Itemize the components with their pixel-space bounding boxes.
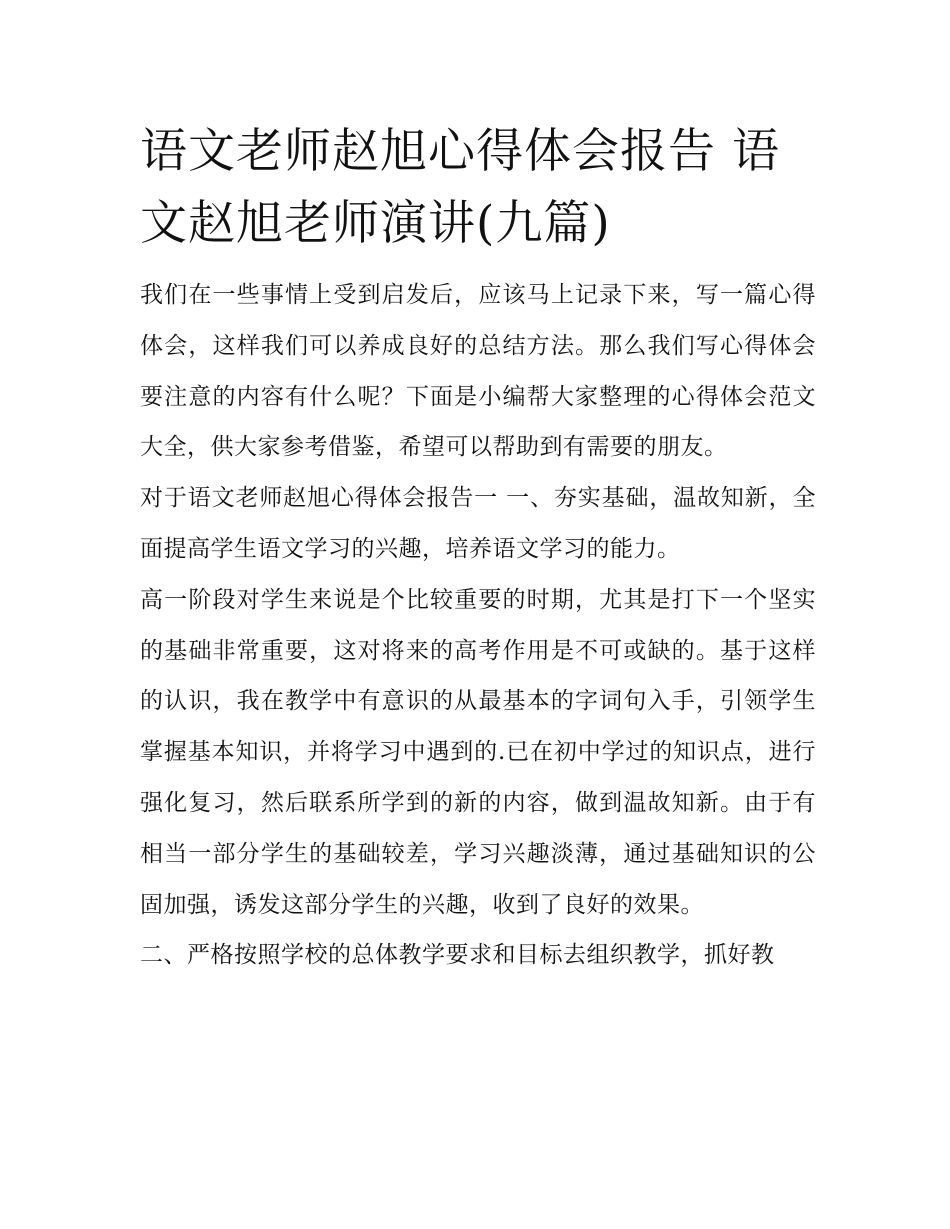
intro-paragraph: 我们在一些事情上受到启发后，应该马上记录下来，写一篇心得体会，这样我们可以养成良好的总结方法。那么我们写心得体会要注意的内容有什么呢？下面是小编帮大家整理的心得体会范文大全，供大家参考借鉴，希望可以帮助到有需要的朋友。 [140, 282, 816, 461]
document-body [140, 116, 816, 981]
document-title: 语文老师赵旭心得体会报告 语文赵旭老师演讲(九篇) [140, 124, 780, 251]
section-one-heading-paragraph: 对于语文老师赵旭心得体会报告一 一、夯实基础，温故知新，全面提高学生语文学习的兴趣，培养语文学习的能力。 [140, 485, 816, 562]
section-one-body-paragraph: 高一阶段对学生来说是个比较重要的时期，尤其是打下一个坚实的基础非常重要，这对将来的高考作用是不可或缺的。基于这样的认识，我在教学中有意识的从最基本的字词句入手，引领学生掌握基本知识，并将学习中遇到的.已在初中学过的知识点，进行强化复习，然后联系所学到的新的内容，做到温故知新。由于有相当一部分学生的基础较差，学习兴趣淡薄，通过基础知识的公固加强，诱发这部分学生的兴趣，收到了良好的效果。 [140, 586, 816, 918]
section-two-heading-paragraph: 二、严格按照学校的总体教学要求和目标去组织教学，抓好教 [140, 942, 775, 969]
